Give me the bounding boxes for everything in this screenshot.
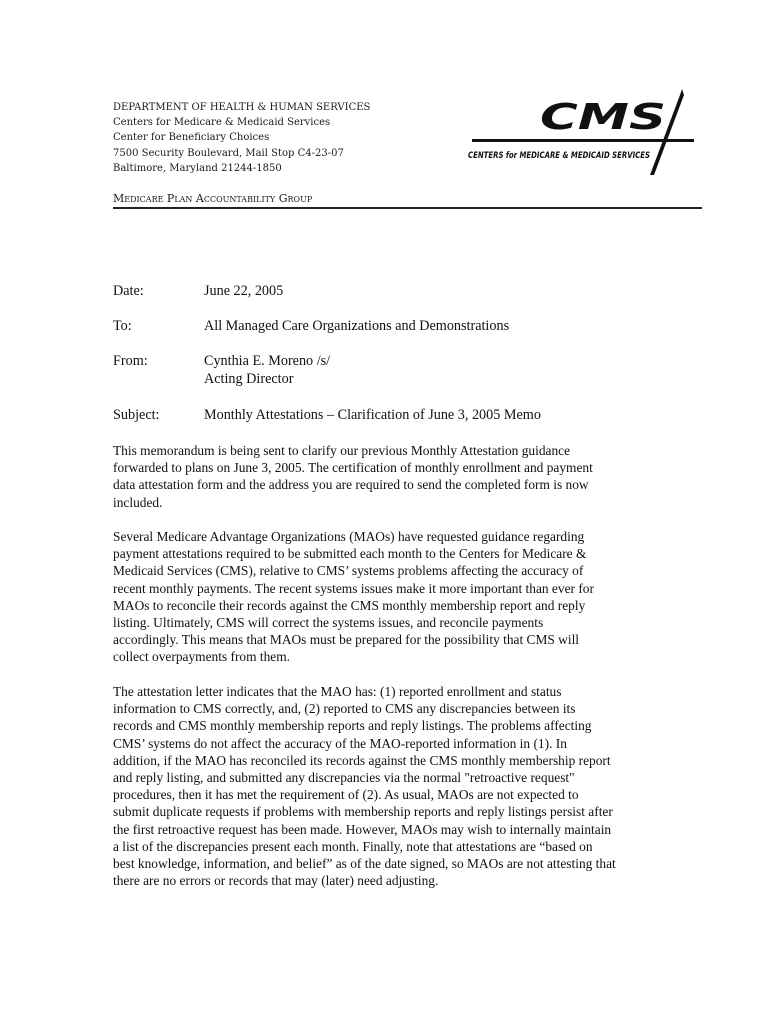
to-label: To: [113,318,132,334]
paragraph-line: submit duplicate requests if problems with membership reports and reply listings persist after [113,804,613,820]
paragraph-line: there are no errors or records that may (later) need adjusting. [113,873,439,889]
agency-line: Baltimore, Maryland 21244-1850 [113,162,282,174]
to-value: All Managed Care Organizations and Demonstrations [204,318,510,334]
paragraph-line: included. [113,494,163,510]
memo-subject-row [113,407,703,425]
paragraph-line: recent monthly payments. The recent systems issues make it more important than ever for [113,580,594,596]
date-label: Date: [113,283,144,299]
paragraph-2 [113,528,658,666]
logo-subtitle: CENTERS for MEDICARE & MEDICAID SERVICES [468,151,650,161]
agency-line: Center for Beneficiary Choices [113,132,270,144]
paragraph-line: CMS’ systems do not affect the accuracy of the MAO-reported information in (1). In [113,735,567,751]
paragraph-line: and reply listing, and submitted any discrepancies via the normal "retroactive request" [113,770,575,786]
heading-rule [113,207,702,209]
agency-line: Centers for Medicare & Medicaid Services [113,117,331,129]
logo-cross-horizontal [472,139,694,142]
paragraph-line: Several Medicare Advantage Organizations (MAOs) have requested guidance regarding [113,529,585,544]
cms-logo [456,85,716,177]
memo-from-row [113,353,703,389]
from-name: Cynthia E. Moreno /s/ [204,353,331,369]
paragraph-line: forwarded to plans on June 3, 2005. The certification of monthly enrollment and payment [113,460,593,476]
subject-label: Subject: [113,407,160,423]
memo-date-row [113,283,703,301]
memo-to-row [113,318,703,336]
paragraph-line: This memorandum is being sent to clarify our previous Monthly Attestation guidance [113,443,571,458]
paragraph-line: Medicaid Services (CMS), relative to CMS’ systems problems affecting the accuracy of [113,563,584,579]
agency-address-block [113,100,443,176]
paragraph-line: The attestation letter indicates that the MAO has: (1) reported enrollment and status [113,684,562,699]
subject-value: Monthly Attestations – Clarification of June 3, 2005 Memo [204,407,541,423]
paragraph-line: information to CMS correctly, and, (2) reported to CMS any discrepancies between its [113,701,576,717]
paragraph-line: MAOs to reconcile their records against the CMS monthly membership report and reply [113,597,586,613]
paragraph-line: addition, if the MAO has reconciled its records against the CMS monthly membership report [113,752,611,768]
paragraph-line: listing. Ultimately, CMS will correct the systems issues, and reconcile payments [113,615,544,631]
paragraph-line: procedures, then it has met the requirement of (2). As usual, MAOs are not expected to [113,787,579,803]
paragraph-line: collect overpayments from them. [113,649,290,665]
paragraph-line: a list of the discrepancies present each month. Finally, note that attestations are “based on [113,838,593,854]
paragraph-line: data attestation form and the address you are required to send the completed form is now [113,477,589,493]
paragraph-3 [113,683,658,889]
paragraph-line: best knowledge, information, and belief” as of the date signed, so MAOs are not attesting that [113,856,616,872]
paragraph-line: payment attestations required to be submitted each month to the Centers for Medicare & [113,546,587,562]
paragraph-line: the first retroactive request has been made. However, MAOs may wish to internally maintain [113,821,612,837]
logo-wordmark: CMS [540,97,666,138]
from-label: From: [113,353,148,369]
group-heading: Medicare Plan Accountability Group [113,192,313,205]
from-title: Acting Director [204,371,294,387]
agency-line: DEPARTMENT OF HEALTH & HUMAN SERVICES [113,102,371,113]
paragraph-1 [113,442,658,511]
agency-line: 7500 Security Boulevard, Mail Stop C4-23-07 [113,147,344,159]
paragraph-line: accordingly. This means that MAOs must be prepared for the possibility that CMS will [113,632,580,648]
paragraph-line: records and CMS monthly membership reports and reply listings. The problems affecting [113,718,592,734]
date-value: June 22, 2005 [204,283,284,299]
